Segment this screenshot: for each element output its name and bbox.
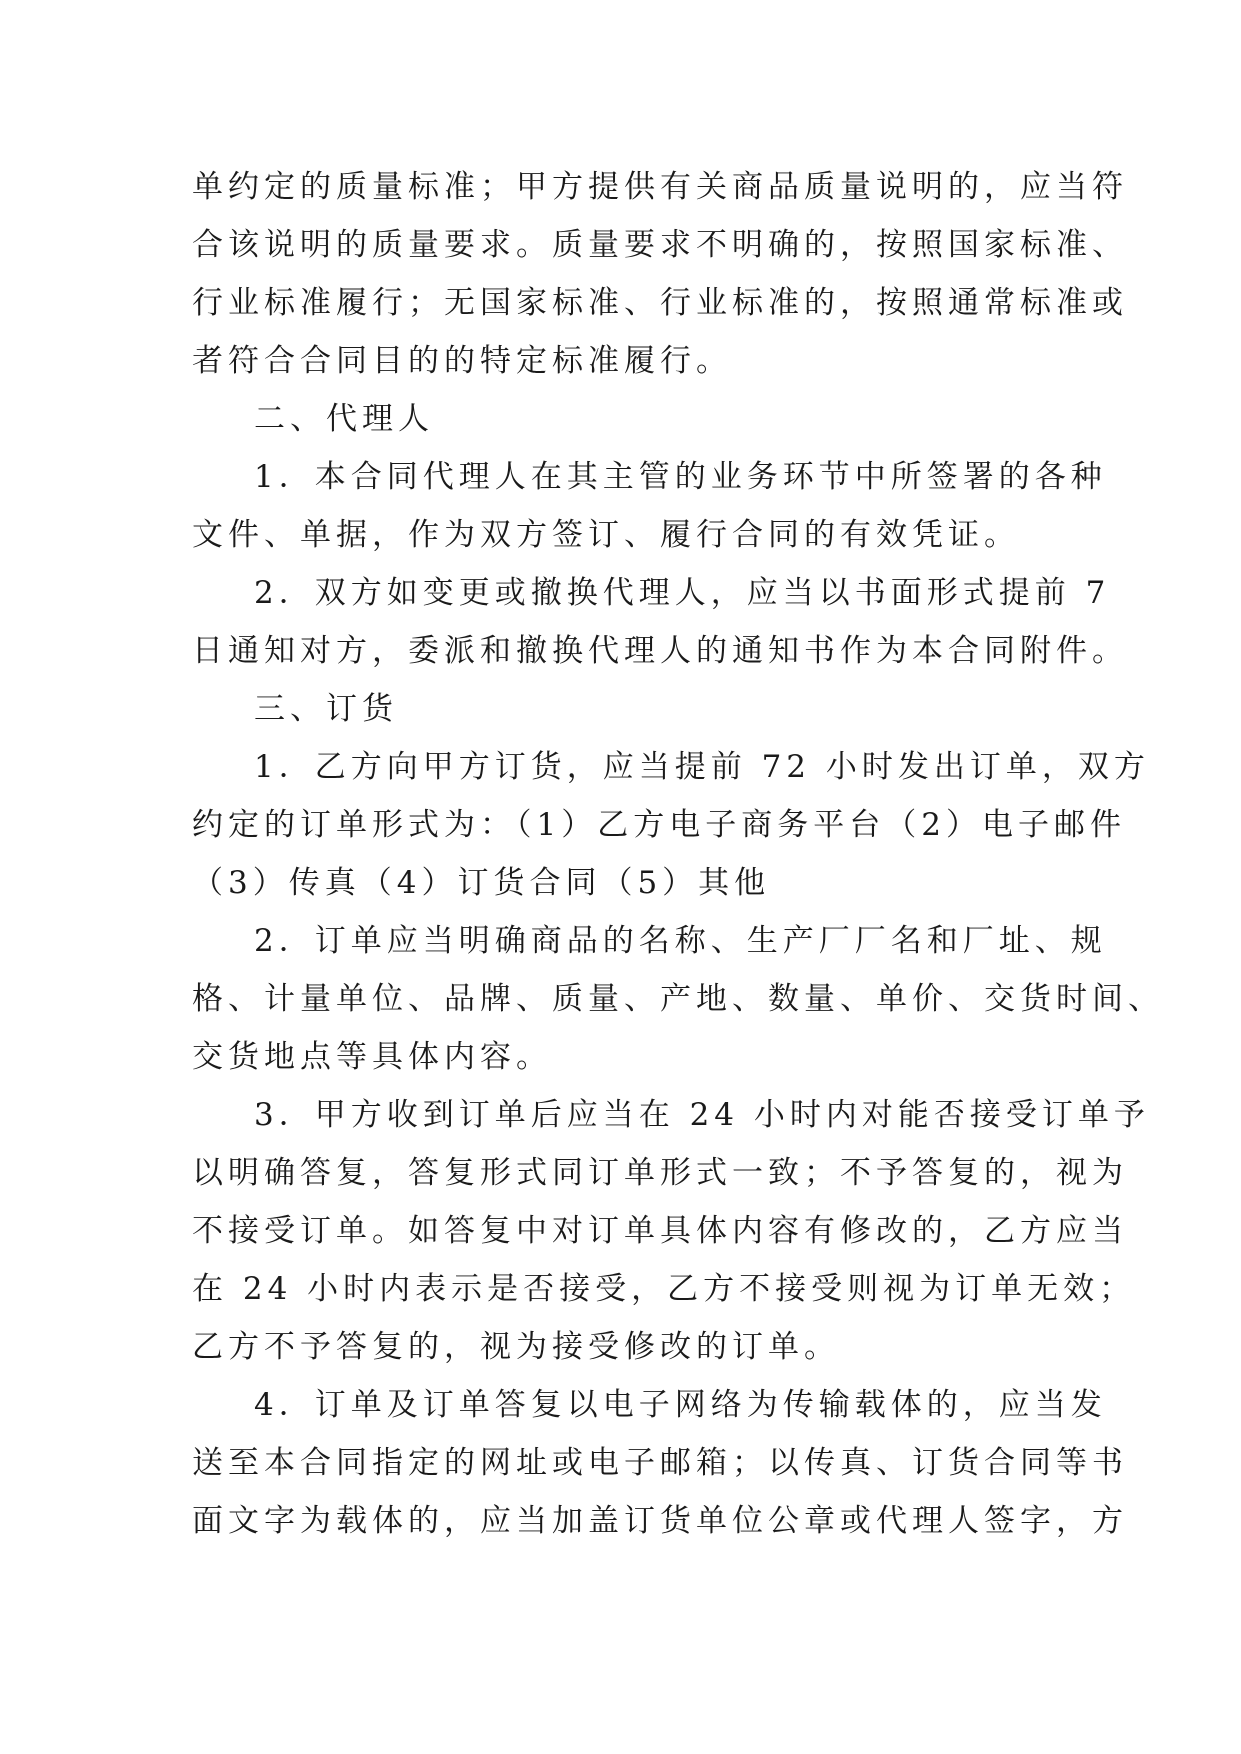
text-line: 交货地点等具体内容。	[192, 1039, 552, 1075]
text-line: 文件、单据，作为双方签订、履行合同的有效凭证。	[192, 517, 1020, 553]
text-line: 者符合合同目的的特定标准履行。	[192, 343, 732, 379]
text-line: 乙方不予答复的，视为接受修改的订单。	[192, 1329, 840, 1365]
section-heading-ordering: 三、订货	[254, 691, 398, 727]
text-line: 1．本合同代理人在其主管的业务环节中所签署的各种	[254, 459, 1107, 495]
text-line: 行业标准履行；无国家标准、行业标准的，按照通常标准或	[192, 285, 1128, 321]
text-line: 合该说明的质量要求。质量要求不明确的，按照国家标准、	[192, 227, 1128, 263]
text-line: 不接受订单。如答复中对订单具体内容有修改的，乙方应当	[192, 1213, 1128, 1249]
text-line: 约定的订单形式为：（1）乙方电子商务平台（2）电子邮件	[192, 807, 1126, 843]
text-line: 在 24 小时内表示是否接受，乙方不接受则视为订单无效；	[192, 1271, 1136, 1307]
text-line: 2．订单应当明确商品的名称、生产厂厂名和厂址、规	[254, 923, 1107, 959]
text-line: 以明确答复，答复形式同订单形式一致；不予答复的，视为	[192, 1155, 1128, 1191]
text-line: 1．乙方向甲方订货，应当提前 72 小时发出订单，双方	[254, 749, 1150, 785]
text-line: 送至本合同指定的网址或电子邮箱；以传真、订货合同等书	[192, 1445, 1128, 1481]
text-line: 2．双方如变更或撤换代理人，应当以书面形式提前 7	[254, 575, 1111, 611]
text-line: 4．订单及订单答复以电子网络为传输载体的，应当发	[254, 1387, 1107, 1423]
text-line: 单约定的质量标准；甲方提供有关商品质量说明的，应当符	[192, 169, 1128, 205]
text-line: （3）传真（4）订货合同（5）其他	[192, 865, 771, 901]
document-body	[192, 158, 1164, 1550]
text-line: 面文字为载体的，应当加盖订货单位公章或代理人签字，方	[192, 1503, 1128, 1539]
section-heading-agent: 二、代理人	[254, 401, 434, 437]
text-line: 3．甲方收到订单后应当在 24 小时内对能否接受订单予	[254, 1097, 1150, 1133]
text-line: 格、计量单位、品牌、质量、产地、数量、单价、交货时间、	[192, 981, 1164, 1017]
text-line: 日通知对方，委派和撤换代理人的通知书作为本合同附件。	[192, 633, 1128, 669]
